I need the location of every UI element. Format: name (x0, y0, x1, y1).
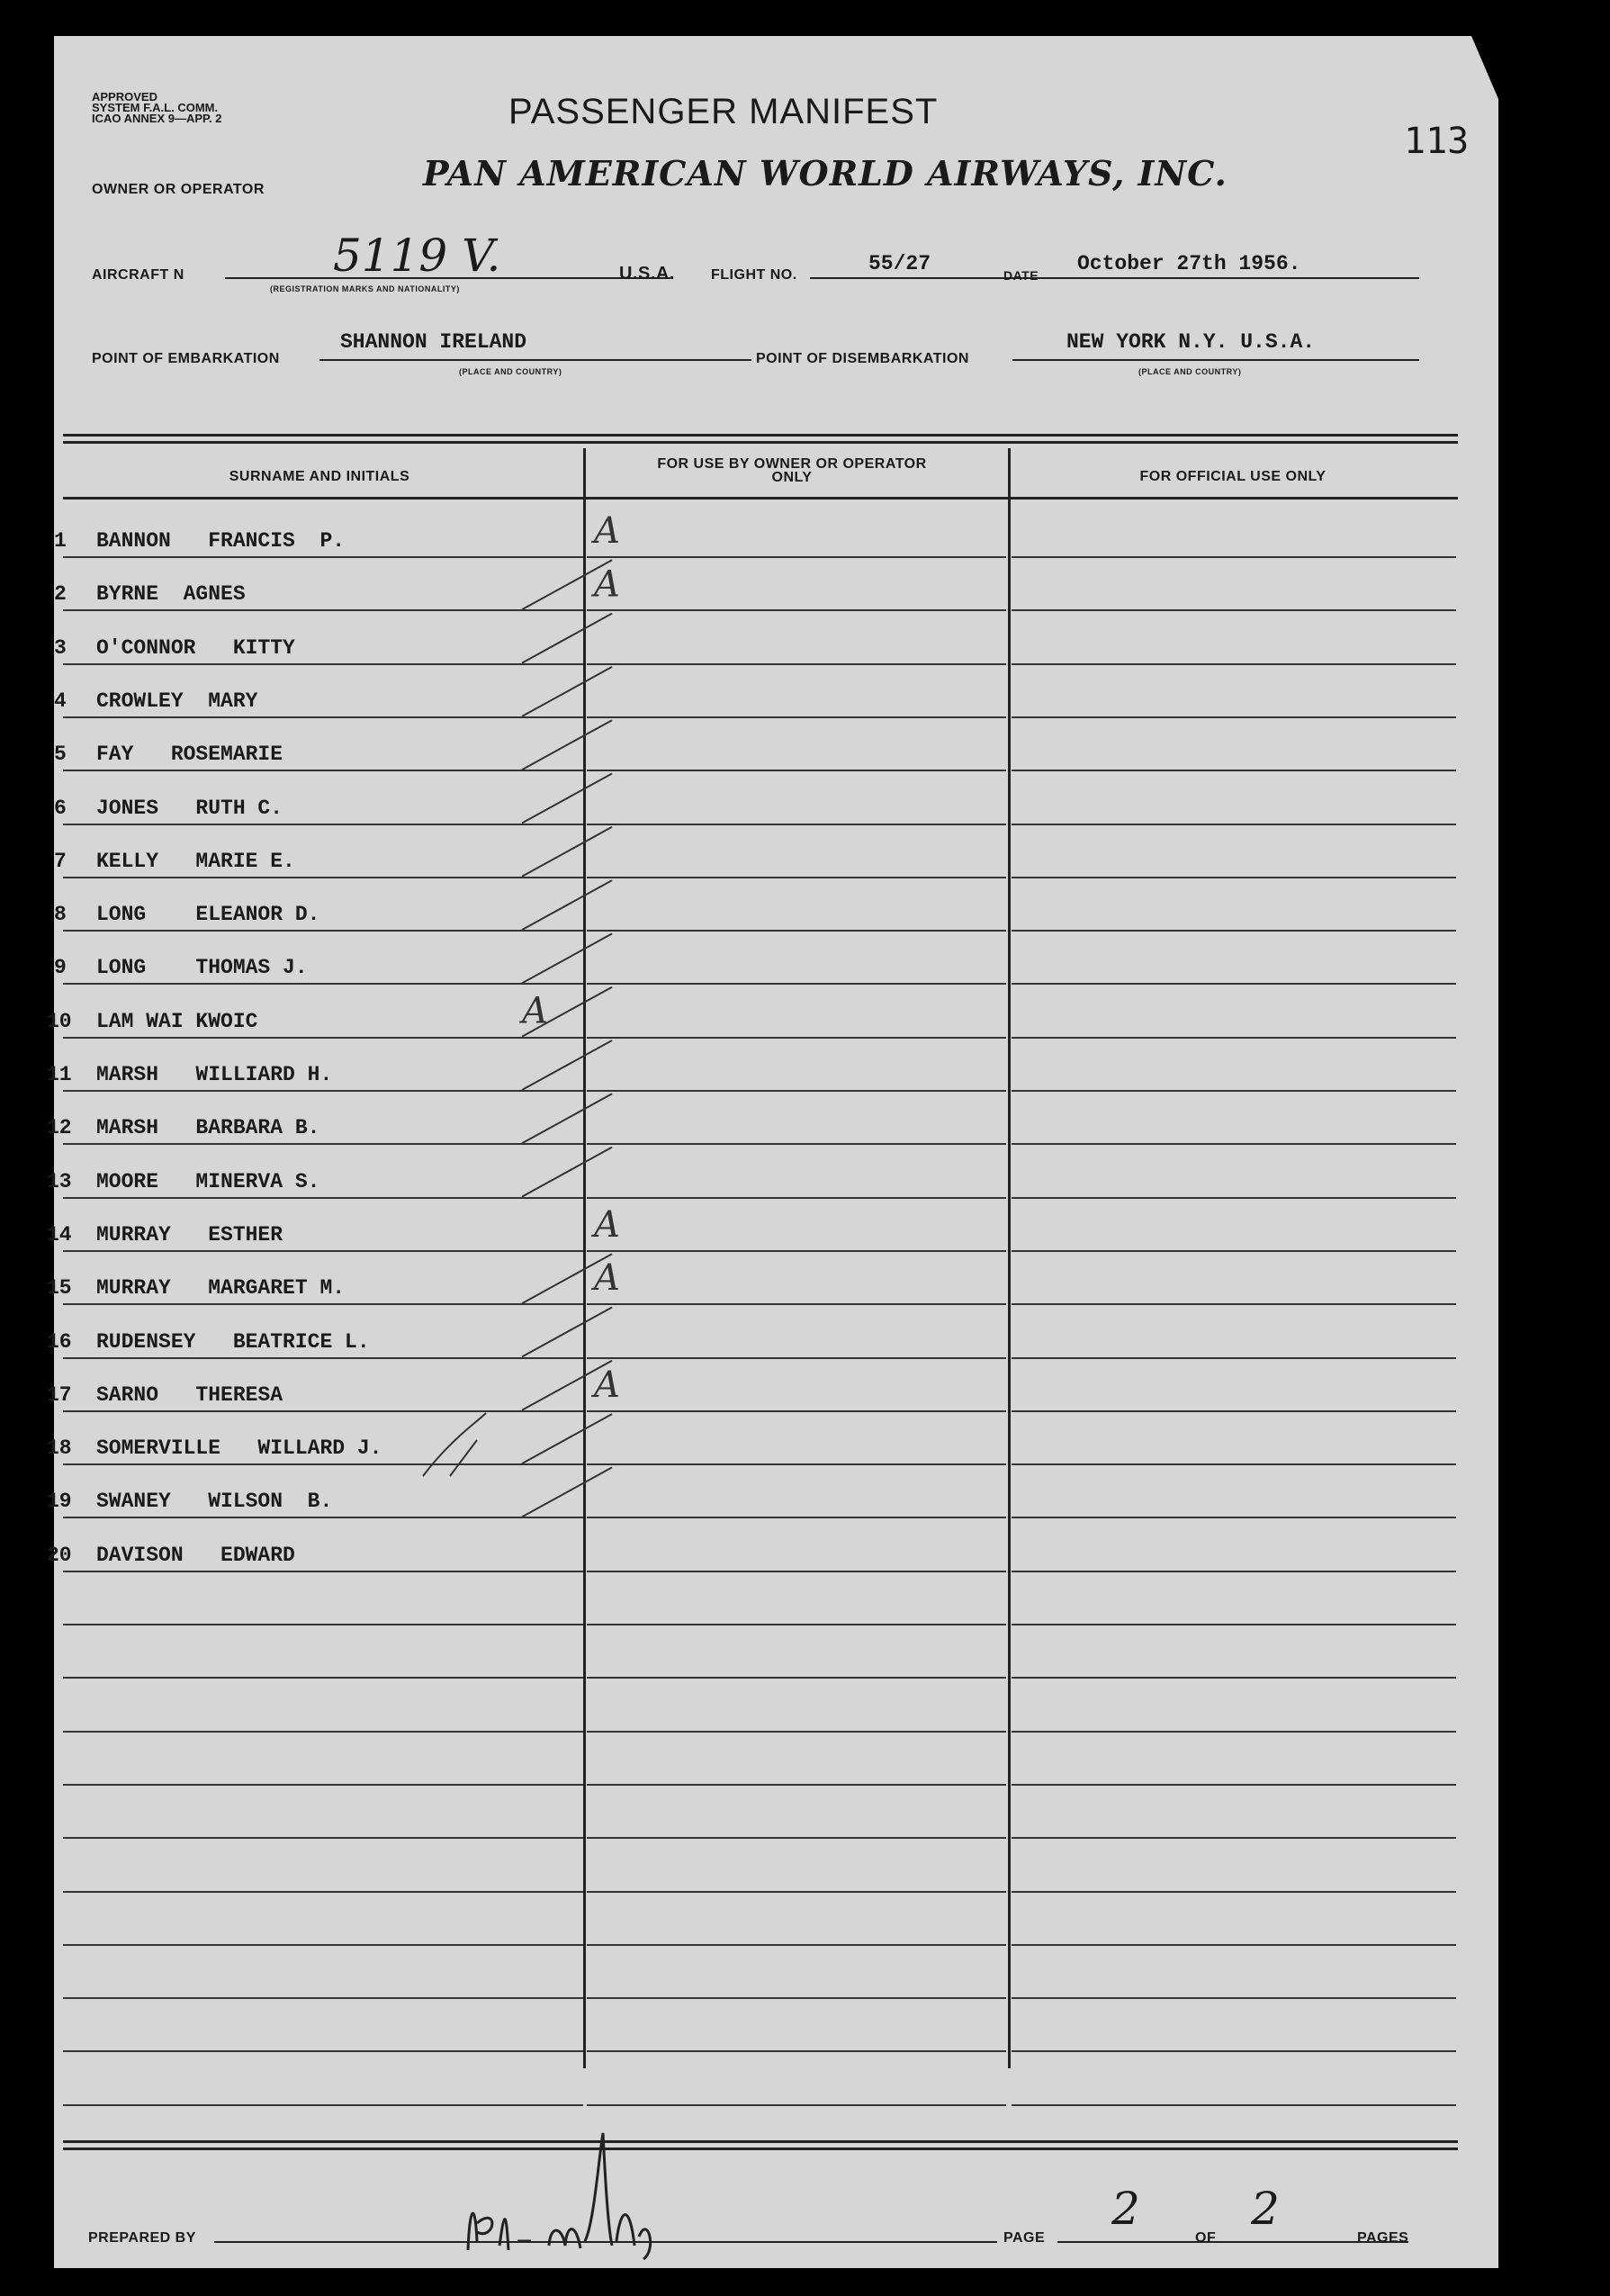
passenger-name: BYRNE AGNES (96, 582, 246, 607)
row-rule (587, 2050, 1006, 2052)
row-rule (63, 1410, 583, 1412)
row-rule (587, 1624, 1006, 1625)
row-rule (587, 1517, 1006, 1518)
passenger-number: 5 (54, 743, 67, 767)
row-rule (587, 1944, 1006, 1946)
row-rule (1012, 1090, 1456, 1092)
column-header-owner-use: FOR USE BY OWNER OR OPERATOR ONLY (657, 456, 927, 485)
row-rule (63, 1784, 583, 1786)
embark-label: POINT OF EMBARKATION (92, 351, 280, 366)
registration-note: (REGISTRATION MARKS AND NATIONALITY) (270, 284, 460, 293)
row-rule (1012, 663, 1456, 665)
row-rule (63, 877, 583, 878)
row-rule (63, 1143, 583, 1145)
passenger-name: FAY ROSEMARIE (96, 743, 283, 767)
row-rule (587, 1410, 1006, 1412)
disembark-place-note: (PLACE AND COUNTRY) (1138, 367, 1242, 376)
passenger-name: KELLY MARIE E. (96, 849, 295, 873)
check-slash (522, 774, 612, 824)
check-slash (522, 720, 612, 770)
row-rule (1012, 1410, 1456, 1412)
row-rule (63, 824, 583, 825)
row-rule (63, 1197, 583, 1199)
approval-note: APPROVED SYSTEM F.A.L. COMM. ICAO ANNEX 9—APP. 2 (92, 90, 222, 125)
usa-label: U.S.A. (619, 264, 675, 284)
row-rule (1012, 1571, 1456, 1572)
passenger-name: MURRAY ESTHER (96, 1222, 283, 1247)
passenger-name: MARSH BARBARA B. (96, 1116, 320, 1140)
row-rule (63, 1624, 583, 1625)
passenger-name: JONES RUTH C. (96, 796, 283, 820)
row-rule (1012, 824, 1456, 825)
row-rule (1012, 1997, 1456, 1999)
passenger-number: 11 (47, 1063, 72, 1086)
row-rule (587, 1357, 1006, 1359)
passenger-name: RUDENSEY BEATRICE L. (96, 1329, 370, 1354)
row-rule (587, 1250, 1006, 1252)
owner-mark: A (594, 510, 620, 552)
passenger-number: 6 (54, 796, 67, 820)
check-slash (423, 1413, 486, 1476)
check-slash (522, 933, 612, 983)
row-rule (587, 2104, 1006, 2106)
embark-place-note: (PLACE AND COUNTRY) (459, 367, 562, 376)
row-rule (587, 983, 1006, 985)
row-rule (1012, 609, 1456, 611)
passenger-name: MOORE MINERVA S. (96, 1169, 320, 1193)
passenger-number: 4 (54, 689, 67, 713)
row-rule (587, 1677, 1006, 1679)
aircraft-label: AIRCRAFT N (92, 267, 184, 283)
page-number: 113 (1404, 121, 1470, 162)
passenger-name: CROWLEY MARY (96, 689, 258, 713)
row-rule (587, 1837, 1006, 1839)
row-rule (1012, 1037, 1456, 1039)
row-rule (63, 716, 583, 718)
row-rule (63, 1731, 583, 1733)
passenger-number: 15 (47, 1276, 72, 1301)
row-rule (1012, 1784, 1456, 1786)
date-value: October 27th 1956. (1077, 252, 1301, 275)
row-rule (1012, 1624, 1456, 1625)
row-rule (63, 1357, 583, 1359)
of-label: OF (1195, 2230, 1217, 2246)
row-rule (63, 2104, 583, 2106)
pages-label: PAGES (1357, 2230, 1409, 2246)
row-rule (1012, 1357, 1456, 1359)
row-rule (1012, 1143, 1456, 1145)
passenger-number: 8 (54, 903, 67, 927)
owner-mark: A (594, 563, 620, 606)
row-rule (587, 770, 1006, 771)
row-rule (1012, 1731, 1456, 1733)
row-rule (587, 1731, 1006, 1733)
passenger-number: 16 (47, 1329, 72, 1354)
column-header-official-use: FOR OFFICIAL USE ONLY (1139, 469, 1327, 484)
row-rule (63, 1944, 583, 1946)
page-title: PASSENGER MANIFEST (508, 92, 939, 131)
disembark-value: NEW YORK N.Y. U.S.A. (1066, 330, 1316, 354)
check-slash (522, 667, 612, 716)
passenger-number: 3 (54, 635, 67, 660)
of-value: 2 (1251, 2183, 1280, 2235)
date-label: DATE (1003, 268, 1039, 283)
passenger-name: BANNON FRANCIS P. (96, 529, 346, 553)
owner-name: PAN AMERICAN WORLD AIRWAYS, INC. (423, 153, 1228, 194)
row-rule (587, 716, 1006, 718)
row-rule (587, 877, 1006, 878)
passenger-name: SARNO THERESA (96, 1382, 283, 1407)
check-slash (522, 1148, 612, 1197)
row-rule (63, 1250, 583, 1252)
row-rule (587, 930, 1006, 932)
row-rule (587, 663, 1006, 665)
passenger-name: MURRAY MARGARET M. (96, 1276, 346, 1301)
row-rule (1012, 1250, 1456, 1252)
page-label: PAGE (1003, 2230, 1046, 2246)
row-rule (63, 1891, 583, 1893)
row-rule (1012, 877, 1456, 878)
aircraft-value: 5119 V. (333, 230, 501, 282)
owner-mark: A (594, 1257, 620, 1300)
row-rule (1012, 2104, 1456, 2106)
passenger-number: 2 (54, 582, 67, 607)
row-rule (587, 1571, 1006, 1572)
row-rule (1012, 983, 1456, 985)
row-rule (1012, 1517, 1456, 1518)
embark-value: SHANNON IRELAND (340, 330, 527, 354)
row-rule (63, 1677, 583, 1679)
owner-label: OWNER OR OPERATOR (92, 182, 265, 197)
owner-mark: A (594, 1203, 620, 1246)
row-rule (63, 1997, 583, 1999)
passenger-name: LAM WAI KWOIC (96, 1009, 258, 1033)
row-rule (63, 1463, 583, 1465)
check-slash (522, 1414, 612, 1463)
passenger-number: 13 (47, 1169, 72, 1193)
row-rule (587, 1303, 1006, 1305)
check-slash (522, 1308, 612, 1357)
passenger-number: 9 (54, 956, 67, 980)
row-rule (587, 1784, 1006, 1786)
page-line (1057, 2241, 1246, 2243)
row-rule (63, 1571, 583, 1572)
row-rule (587, 1037, 1006, 1039)
row-rule (63, 930, 583, 932)
check-slash (522, 614, 612, 663)
row-rule (1012, 1944, 1456, 1946)
passenger-number: 20 (47, 1543, 72, 1567)
row-rule (63, 556, 583, 558)
row-rule (1012, 1891, 1456, 1893)
passenger-name: O'CONNOR KITTY (96, 635, 295, 660)
row-rule (1012, 1463, 1456, 1465)
row-rule (63, 609, 583, 611)
row-rule (1012, 930, 1456, 932)
row-rule (587, 1197, 1006, 1199)
row-rule (1012, 1197, 1456, 1199)
row-rule (1012, 770, 1456, 771)
passenger-number: 10 (47, 1009, 72, 1033)
row-rule (63, 1037, 583, 1039)
row-rule (1012, 1303, 1456, 1305)
check-slash (522, 1040, 612, 1090)
preparer-signature (450, 2115, 729, 2268)
passenger-number: 19 (47, 1490, 72, 1514)
check-slash (522, 1467, 612, 1517)
row-rule (63, 983, 583, 985)
row-rule (63, 663, 583, 665)
row-rule (63, 1303, 583, 1305)
row-rule (587, 1891, 1006, 1893)
row-rule (587, 609, 1006, 611)
page-value: 2 (1111, 2183, 1140, 2235)
row-rule (1012, 556, 1456, 558)
passenger-name: MARSH WILLIARD H. (96, 1063, 333, 1086)
check-slash (522, 880, 612, 930)
row-rule (63, 1837, 583, 1839)
disembark-label: POINT OF DISEMBARKATION (756, 351, 969, 366)
passenger-number: 1 (54, 529, 67, 553)
passenger-name: SWANEY WILSON B. (96, 1490, 333, 1514)
passenger-name: SOMERVILLE WILLARD J. (96, 1436, 382, 1461)
passenger-name: LONG ELEANOR D. (96, 903, 320, 927)
check-slash (522, 827, 612, 877)
owner-mark: A (522, 990, 548, 1032)
row-rule (587, 824, 1006, 825)
row-rule (63, 1090, 583, 1092)
row-rule (587, 556, 1006, 558)
row-rule (587, 1090, 1006, 1092)
flight-label: FLIGHT NO. (711, 267, 797, 283)
prepared-label: PREPARED BY (88, 2230, 196, 2246)
row-rule (587, 1997, 1006, 1999)
passenger-name: DAVISON EDWARD (96, 1543, 295, 1567)
row-rule (1012, 1837, 1456, 1839)
flight-value: 55/27 (868, 252, 931, 275)
passenger-number: 7 (54, 849, 67, 873)
row-rule (1012, 1677, 1456, 1679)
row-rule (1012, 716, 1456, 718)
row-rule (63, 2050, 583, 2052)
row-rule (1012, 2050, 1456, 2052)
row-rule (63, 770, 583, 771)
passenger-number: 14 (47, 1222, 72, 1247)
passenger-number: 18 (47, 1436, 72, 1461)
owner-mark: A (594, 1364, 620, 1406)
row-rule (587, 1143, 1006, 1145)
passenger-number: 17 (47, 1382, 72, 1407)
row-rule (63, 1517, 583, 1518)
passenger-number: 12 (47, 1116, 72, 1140)
manifest-paper (47, 36, 1498, 2268)
row-rule (587, 1463, 1006, 1465)
passenger-name: LONG THOMAS J. (96, 956, 308, 980)
column-header-surname: SURNAME AND INITIALS (229, 469, 410, 484)
check-slash (522, 1094, 612, 1143)
owner-check-marks (54, 36, 1498, 2268)
